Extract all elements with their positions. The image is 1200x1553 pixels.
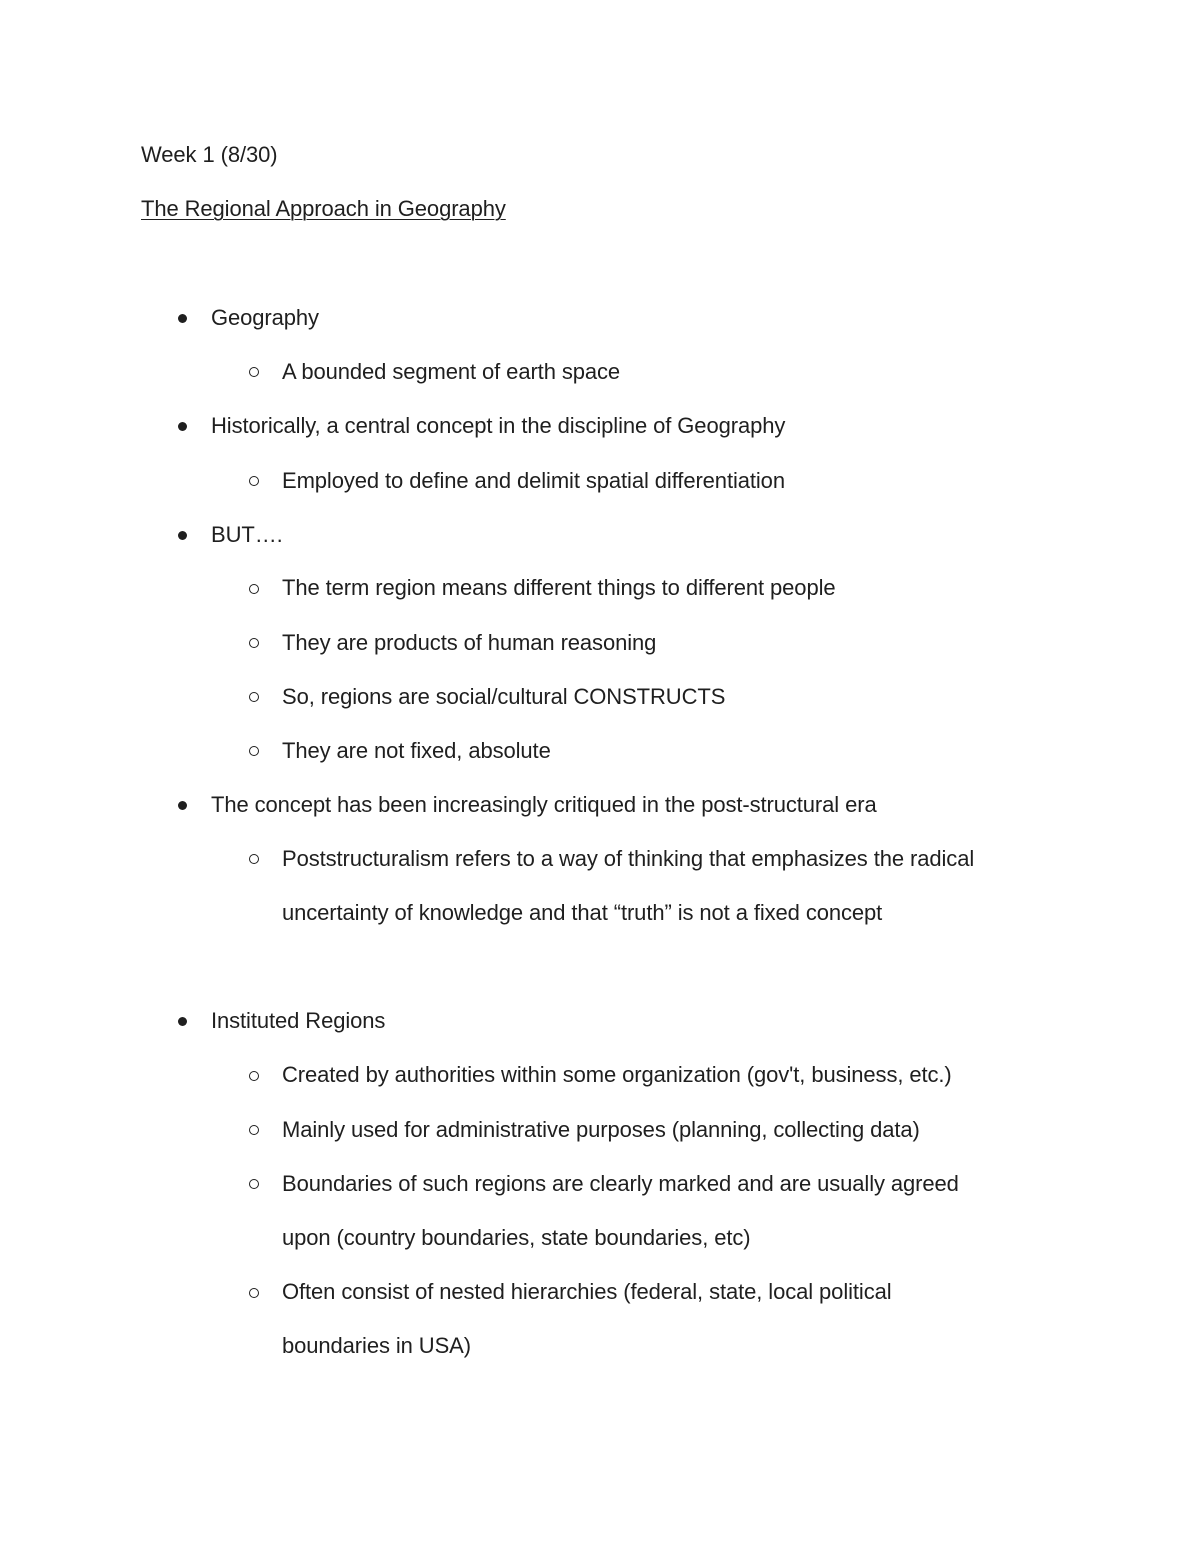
outline-subitem: Mainly used for administrative purposes (planning, collecting data) [282,1117,920,1142]
hollow-bullet-icon [249,692,259,702]
filled-bullet-icon [178,1017,187,1026]
outline-subitem-line: uncertainty of knowledge and that “truth” is not a fixed concept [282,900,883,925]
filled-bullet-icon [178,314,187,323]
outline-subitem-line: Poststructuralism refers to a way of thinking that emphasizes the radical [282,846,975,871]
hollow-bullet-icon [249,746,259,756]
hollow-bullet-icon [249,367,259,377]
document-title: The Regional Approach in Geography [141,196,506,221]
hollow-bullet-icon [249,1071,259,1081]
week-heading: Week 1 (8/30) [141,142,278,167]
hollow-bullet-icon [249,584,259,594]
outline-item: BUT…. [211,522,283,547]
outline-subitem: A bounded segment of earth space [282,359,621,384]
outline-subitem: Employed to define and delimit spatial differentiation [282,468,785,493]
hollow-bullet-icon [249,638,259,648]
outline-subitem: So, regions are social/cultural CONSTRUCTS [282,684,726,709]
filled-bullet-icon [178,531,187,540]
outline-subitem: Created by authorities within some organization (gov't, business, etc.) [282,1062,952,1087]
outline-item: Geography [211,305,319,330]
hollow-bullet-icon [249,476,259,486]
hollow-bullet-icon [249,1288,259,1298]
hollow-bullet-icon [249,1179,259,1189]
outline-item: Instituted Regions [211,1008,386,1033]
outline-subitem-line: upon (country boundaries, state boundaries, etc) [282,1225,751,1250]
outline-subitem: They are not fixed, absolute [282,738,551,763]
outline-subitem: They are products of human reasoning [282,630,657,655]
outline-subitem-line: Often consist of nested hierarchies (federal, state, local political [282,1279,892,1304]
filled-bullet-icon [178,801,187,810]
outline-subitem: The term region means different things to different people [282,575,836,600]
outline-item: Historically, a central concept in the discipline of Geography [211,413,786,438]
outline-subitem-line: Boundaries of such regions are clearly marked and are usually agreed [282,1171,959,1196]
hollow-bullet-icon [249,854,259,864]
hollow-bullet-icon [249,1125,259,1135]
outline-item: The concept has been increasingly critiqued in the post-structural era [211,792,877,817]
outline-subitem-line: boundaries in USA) [282,1333,471,1358]
filled-bullet-icon [178,422,187,431]
